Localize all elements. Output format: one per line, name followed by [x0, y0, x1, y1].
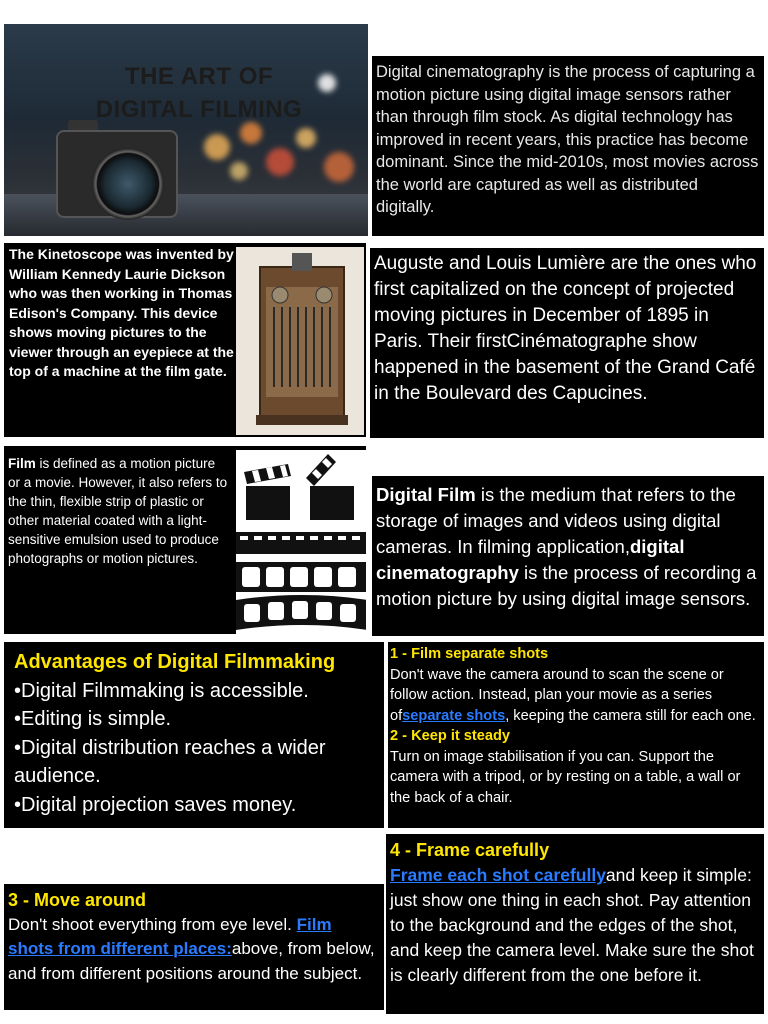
tip-4-text: and keep it simple: just show one thing in each shot. Pay attention to the background and the edges of the shot, and keep the camera level. Make sure the shot is clearly different from the one before it. — [390, 865, 754, 985]
camera-lens — [92, 148, 164, 220]
tip-3-heading: 3 - Move around — [8, 890, 147, 910]
tip-2-heading: 2 - Keep it steady — [390, 728, 511, 744]
bokeh-light — [204, 134, 230, 160]
clapperboard-icon — [236, 450, 366, 634]
bokeh-light — [324, 152, 354, 182]
bokeh-light — [230, 162, 248, 180]
hero-camera-image — [4, 24, 368, 236]
page-title — [74, 60, 324, 126]
separate-shots-link[interactable]: separate shots — [402, 707, 506, 724]
film-term: Film — [8, 456, 36, 471]
advantage-item: •Editing is simple. — [14, 708, 172, 730]
kinetoscope-image — [236, 247, 364, 435]
tip-3-body — [8, 913, 380, 987]
tip-2-text: Turn on image stabilisation if you can. Support the camera with a tripod, or by resting on a table, a wall or the back of a chair. — [390, 748, 741, 806]
tip-3-panel — [4, 884, 384, 1010]
bokeh-light — [296, 128, 316, 148]
tip-1-text: Don't wave the camera around to scan the scene or follow action. Instead, plan your movie as a series of — [390, 666, 724, 724]
film-definition-panel — [4, 446, 366, 634]
title-line-2: DIGITAL FILMING — [95, 96, 303, 123]
advantages-panel — [4, 642, 384, 828]
digital-cinematography-term: digital cinematography — [376, 536, 685, 583]
tip-4-heading: 4 - Frame carefully — [390, 840, 550, 860]
advantage-item: •Digital distribution reaches a wider audience. — [14, 736, 326, 787]
film-definition-text — [8, 454, 230, 568]
film-description: is defined as a motion picture or a movie. However, it also refers to the thin, flexible strip of plastic or other material coated with a light-sensitive emulsion used to produce photographs or motion pictures. — [8, 456, 228, 566]
film-shots-link[interactable]: Film shots from different places: — [8, 914, 332, 958]
advantage-item: •Digital projection saves money. — [14, 793, 297, 816]
tip-4-body — [390, 863, 760, 988]
tip-1-text-end: , keeping the camera still for each one. — [505, 707, 756, 724]
kinetoscope-illustration — [236, 247, 364, 435]
digital-cinematography-panel — [372, 56, 764, 236]
tips-1-2-panel — [388, 642, 764, 828]
digital-film-text-2: is the process of recording a motion picture by using digital image sensors. — [376, 562, 757, 609]
clapperboard-filmstrip-image — [236, 450, 366, 634]
tip-4-panel — [386, 834, 764, 1014]
tip-3-text-end: above, from below, and from different positions around the subject. — [8, 939, 375, 983]
digital-cinematography-text: Digital cinematography is the process of capturing a motion picture using digital image sensors rather than through film stock. As digital technology has improved in recent years, this practice has become dominant. Since the mid-2010s, most movies across the world are captured as well as distributed digitally. — [376, 63, 759, 216]
kinetoscope-text: The Kinetoscope was invented by William Kennedy Laurie Dickson who was then working in Thomas Edison's Company. This device shows moving pictures to the viewer through an eyepiece at the top of a machine at the film gate. — [9, 246, 234, 379]
digital-film-panel — [372, 476, 764, 636]
tip-3-text: Don't shoot everything from eye level. — [8, 914, 297, 934]
digital-film-text-1: is the medium that refers to the storage of images and videos using digital cameras. In filming application, — [376, 484, 736, 557]
lumiere-text: Auguste and Louis Lumière are the ones who first capitalized on the concept of projected moving pictures in December of 1895 in Paris. Their firstCinématographe show happened in the basement of the Grand Café in the Boulevard des Capucines. — [374, 253, 757, 404]
advantage-item: •Digital Filmmaking is accessible. — [14, 679, 309, 702]
title-line-1: THE ART OF — [124, 63, 274, 90]
lumiere-panel — [370, 248, 764, 438]
frame-each-shot-link[interactable]: Frame each shot carefully — [390, 865, 606, 885]
bokeh-light — [266, 148, 294, 176]
advantages-title: Advantages of Digital Filmmaking — [14, 651, 336, 673]
tip-1-heading: 1 - Film separate shots — [390, 646, 549, 662]
kinetoscope-panel — [4, 243, 366, 437]
digital-film-term: Digital Film — [376, 484, 476, 505]
tip-1-body — [390, 665, 762, 727]
